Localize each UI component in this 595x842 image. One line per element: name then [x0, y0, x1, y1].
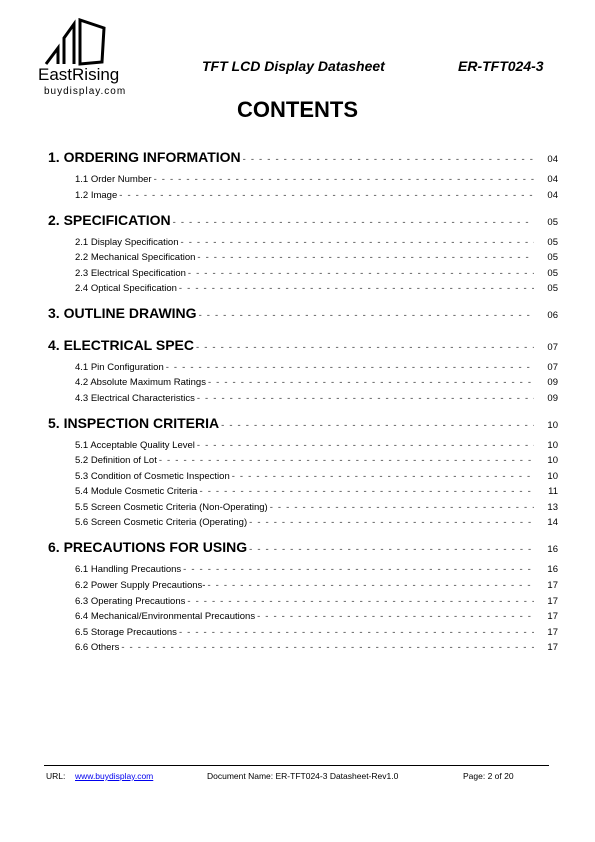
- toc-page-number: 05: [547, 217, 558, 228]
- logo-url: buydisplay.com: [44, 86, 127, 97]
- toc-entry-label: 6.6 Others: [75, 642, 120, 653]
- toc-item-screen-criteria-non-operating[interactable]: [75, 502, 558, 513]
- toc-entry-label: 3. OUTLINE DRAWING: [48, 305, 197, 321]
- toc-page-number: 17: [547, 627, 558, 638]
- footer-url-link[interactable]: www.buydisplay.com: [75, 771, 154, 781]
- toc-leader-dots: [247, 517, 534, 528]
- toc-leader-dots: [179, 237, 535, 248]
- toc-section-specification[interactable]: [48, 212, 558, 228]
- toc-item-electrical-characteristics[interactable]: [75, 393, 558, 404]
- toc-page-number: 17: [547, 642, 558, 653]
- toc-item-pin-configuration[interactable]: [75, 362, 558, 373]
- footer-document-name: Document Name: ER-TFT024-3 Datasheet-Rev1.0: [207, 771, 399, 781]
- toc-item-acceptable-quality-level[interactable]: [75, 440, 558, 451]
- toc-section-outline-drawing[interactable]: [48, 305, 558, 321]
- toc-entry-label: 6.3 Operating Precautions: [75, 596, 186, 607]
- toc-entry-label: 5.1 Acceptable Quality Level: [75, 440, 195, 451]
- toc-entry-label: 6.4 Mechanical/Environmental Precautions: [75, 611, 256, 622]
- toc-leader-dots: [255, 611, 534, 622]
- toc-leader-dots: [157, 455, 534, 466]
- toc-page-number: 10: [547, 440, 558, 451]
- toc-entry-label: 2.4 Optical Specification: [75, 283, 177, 294]
- footer-url-label: URL:: [46, 771, 66, 781]
- toc-leader-dots: [117, 190, 534, 201]
- toc-entry-label: 5.4 Module Cosmetic Criteria: [75, 486, 198, 497]
- toc-page-number: 04: [547, 190, 558, 201]
- toc-leader-dots: [195, 252, 534, 263]
- toc-page-number: 05: [547, 268, 558, 279]
- toc-page-number: 05: [547, 283, 558, 294]
- toc-page-number: 09: [547, 377, 558, 388]
- toc-item-display-specification[interactable]: [75, 237, 558, 248]
- toc-leader-dots: [177, 283, 534, 294]
- toc-page-number: 10: [547, 471, 558, 482]
- toc-leader-dots: [195, 393, 534, 404]
- toc-leader-dots: [186, 268, 534, 279]
- toc-leader-dots: [164, 362, 534, 373]
- toc-page-number: 06: [547, 310, 558, 321]
- toc-page-number: 16: [547, 544, 558, 555]
- toc-item-mechanical-environmental-precautions[interactable]: [75, 611, 558, 622]
- toc-entry-label: 5.6 Screen Cosmetic Criteria (Operating): [75, 517, 248, 528]
- toc-section-ordering-information[interactable]: [48, 149, 558, 165]
- toc-leader-dots: [219, 420, 534, 431]
- toc-leader-dots: [205, 580, 534, 591]
- toc-entry-label: 2. SPECIFICATION: [48, 212, 171, 228]
- document-model: ER-TFT024-3: [458, 58, 544, 74]
- toc-page-number: 17: [547, 611, 558, 622]
- toc-entry-label: 1.2 Image: [75, 190, 118, 201]
- toc-item-module-cosmetic-criteria[interactable]: [75, 486, 558, 497]
- toc-item-order-number[interactable]: [75, 174, 558, 185]
- toc-entry-label: 5.5 Screen Cosmetic Criteria (Non-Operating): [75, 502, 268, 513]
- toc-item-absolute-maximum-ratings[interactable]: [75, 377, 558, 388]
- toc-item-storage-precautions[interactable]: [75, 627, 558, 638]
- toc-page-number: 07: [547, 362, 558, 373]
- toc-leader-dots: [230, 471, 534, 482]
- toc-leader-dots: [268, 502, 534, 513]
- toc-item-screen-criteria-operating[interactable]: [75, 517, 558, 528]
- toc-page-number: 13: [547, 502, 558, 513]
- toc-page-number: 04: [547, 174, 558, 185]
- toc-item-optical-specification[interactable]: [75, 283, 558, 294]
- toc-entry-label: 4.2 Absolute Maximum Ratings: [75, 377, 206, 388]
- toc-leader-dots: [198, 486, 535, 497]
- toc-entry-label: 2.1 Display Specification: [75, 237, 179, 248]
- toc-entry-label: 4.1 Pin Configuration: [75, 362, 164, 373]
- toc-leader-dots: [241, 154, 534, 165]
- toc-page-number: 11: [548, 486, 558, 497]
- toc-item-mechanical-specification[interactable]: [75, 252, 558, 263]
- eastrising-logo-icon: [44, 18, 106, 66]
- toc-section-precautions-for-using[interactable]: [48, 539, 558, 555]
- toc-leader-dots: [194, 342, 534, 353]
- toc-page-number: 17: [547, 596, 558, 607]
- toc-item-handling-precautions[interactable]: [75, 564, 558, 575]
- toc-entry-label: 2.3 Electrical Specification: [75, 268, 186, 279]
- toc-entry-label: 6.5 Storage Precautions: [75, 627, 177, 638]
- toc-item-definition-of-lot[interactable]: [75, 455, 558, 466]
- toc-entry-label: 6. PRECAUTIONS FOR USING: [48, 539, 248, 555]
- toc-entry-label: 2.2 Mechanical Specification: [75, 252, 196, 263]
- toc-item-others[interactable]: [75, 642, 558, 653]
- toc-entry-label: 5.3 Condition of Cosmetic Inspection: [75, 471, 230, 482]
- toc-entry-label: 4. ELECTRICAL SPEC: [48, 337, 194, 353]
- toc-leader-dots: [152, 174, 534, 185]
- toc-leader-dots: [181, 564, 534, 575]
- toc-page-number: 04: [547, 154, 558, 165]
- toc-leader-dots: [197, 310, 534, 321]
- toc-leader-dots: [247, 544, 534, 555]
- toc-page-number: 07: [547, 342, 558, 353]
- toc-leader-dots: [195, 440, 534, 451]
- toc-item-power-supply-precautions[interactable]: [75, 580, 558, 591]
- toc-entry-label: 5. INSPECTION CRITERIA: [48, 415, 220, 431]
- toc-page-number: 16: [547, 564, 558, 575]
- toc-section-inspection-criteria[interactable]: [48, 415, 558, 431]
- footer-page-number: Page: 2 of 20: [463, 771, 514, 781]
- toc-section-electrical-spec[interactable]: [48, 337, 558, 353]
- toc-entry-label: 5.2 Definition of Lot: [75, 455, 157, 466]
- toc-leader-dots: [177, 627, 534, 638]
- toc-leader-dots: [171, 217, 534, 228]
- document-title: TFT LCD Display Datasheet: [202, 58, 385, 74]
- toc-item-condition-of-cosmetic-inspection[interactable]: [75, 471, 558, 482]
- toc-page-number: 05: [547, 252, 558, 263]
- toc-page-number: 10: [547, 420, 558, 431]
- toc-item-image[interactable]: [75, 190, 558, 201]
- logo-name: EastRising: [38, 65, 120, 84]
- footer-divider: [44, 765, 549, 766]
- toc-page-number: 14: [547, 517, 558, 528]
- toc-entry-label: 6.2 Power Supply Precautions-: [75, 580, 206, 591]
- toc-entry-label: 4.3 Electrical Characteristics: [75, 393, 195, 404]
- toc-leader-dots: [119, 642, 534, 653]
- toc-leader-dots: [206, 377, 534, 388]
- eastrising-logo: [38, 18, 130, 100]
- toc-item-operating-precautions[interactable]: [75, 596, 558, 607]
- toc-entry-label: 6.1 Handling Precautions: [75, 564, 182, 575]
- toc-leader-dots: [185, 596, 534, 607]
- toc-item-electrical-specification[interactable]: [75, 268, 558, 279]
- toc-page-number: 09: [547, 393, 558, 404]
- toc-page-number: 10: [547, 455, 558, 466]
- toc-page-number: 17: [547, 580, 558, 591]
- contents-heading: CONTENTS: [237, 97, 358, 122]
- toc-entry-label: 1. ORDERING INFORMATION: [48, 149, 241, 165]
- toc-page-number: 05: [547, 237, 558, 248]
- toc-entry-label: 1.1 Order Number: [75, 174, 152, 185]
